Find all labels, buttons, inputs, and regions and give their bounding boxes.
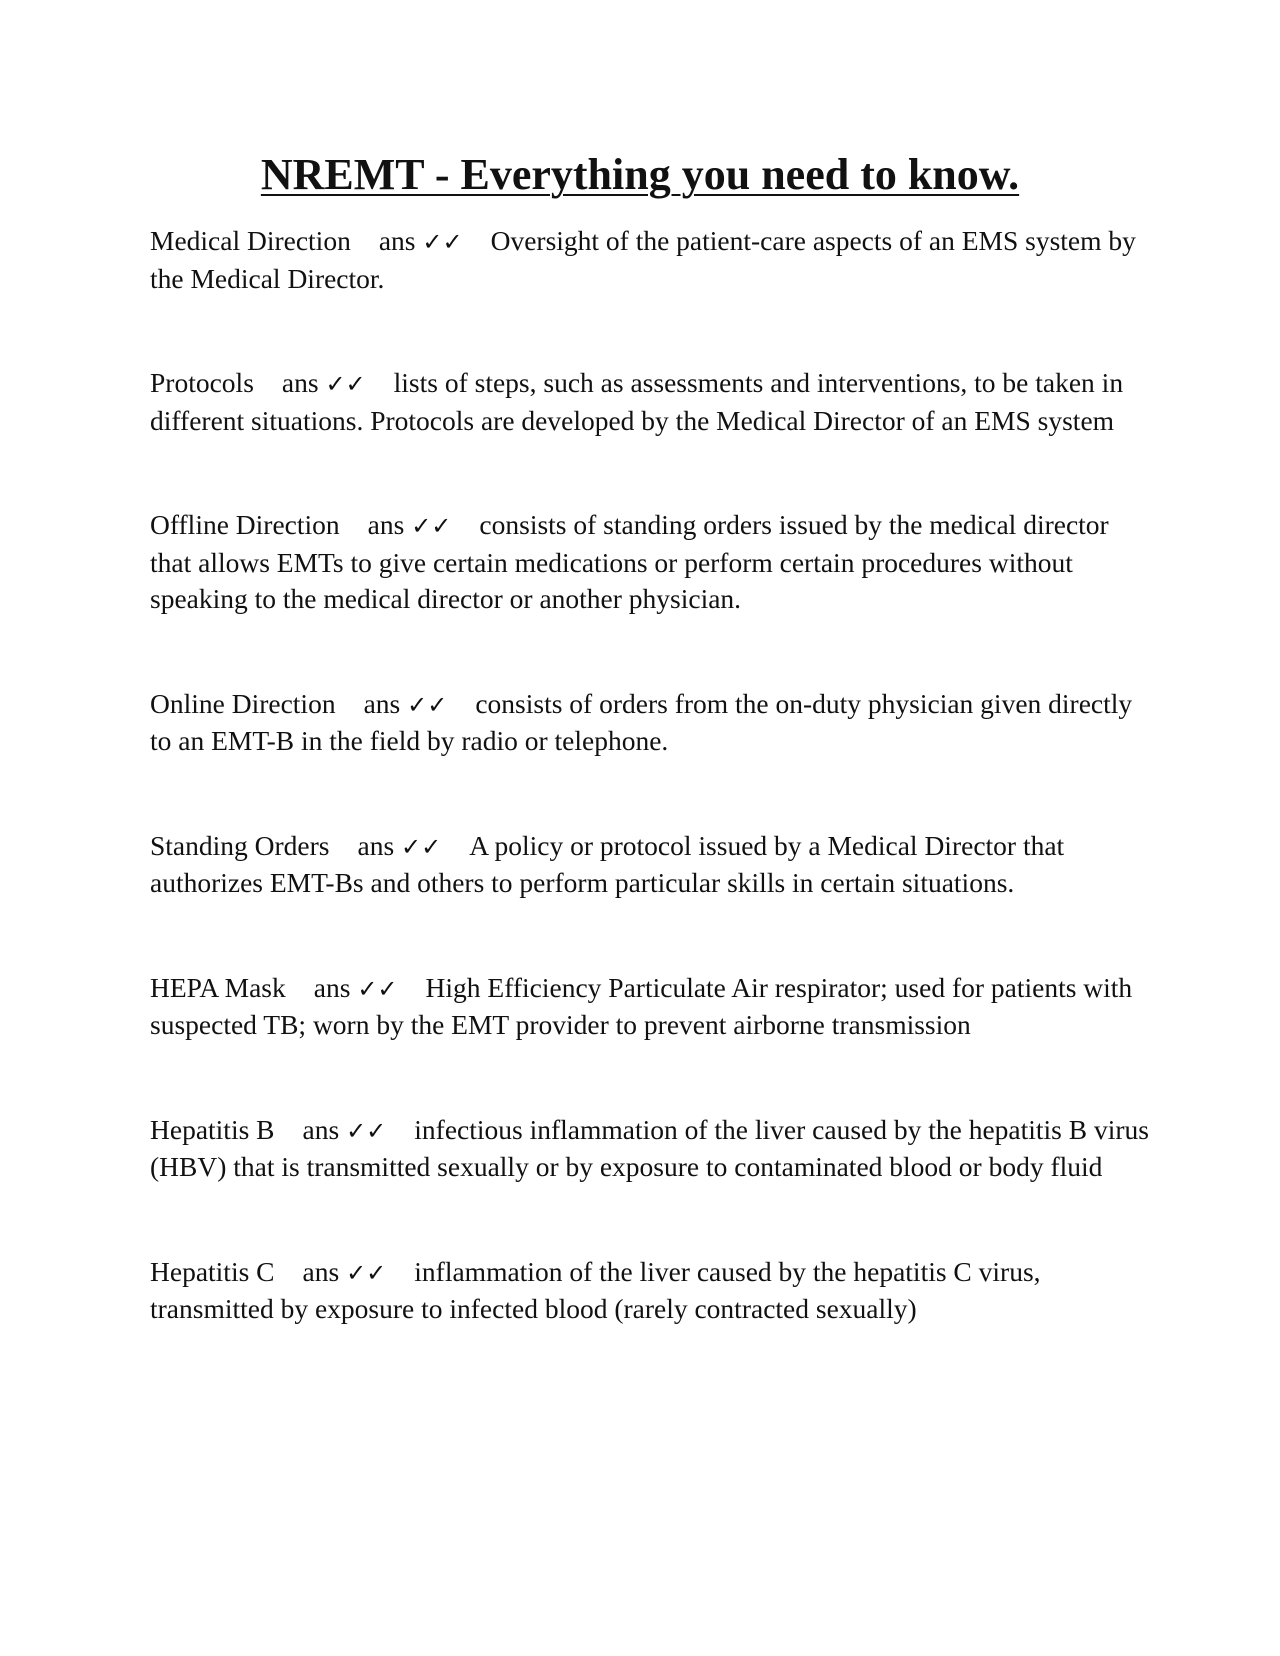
definition: High Efficiency Particulate Air respirator; used for patients with suspected TB; worn by the EMT provider to prevent airborne transmission [150, 971, 1133, 1040]
definition: infectious inflammation of the liver caused by the hepatitis B virus (HBV) that is transmitted sexually or by exposure to contaminated blood or body fluid [150, 1113, 1149, 1182]
answer-marker: ans [367, 509, 405, 540]
answer-marker: ans [302, 1255, 340, 1287]
term: Protocols [150, 367, 254, 398]
term: Standing Orders [150, 829, 330, 861]
flashcard-entry [150, 507, 1150, 618]
checkmark-icon: ✓✓ [411, 512, 452, 540]
term: Online Direction [150, 687, 336, 719]
answer-marker: ans [281, 367, 319, 398]
flashcard-entry [150, 970, 1150, 1044]
term: HEPA Mask [150, 971, 286, 1003]
answer-marker: ans [363, 687, 401, 719]
answer-marker: ans [313, 971, 351, 1003]
term: Medical Direction [150, 225, 351, 256]
flashcard-list [150, 223, 1150, 1328]
document-title: NREMT - Everything you need to know. [260, 150, 1020, 199]
flashcard-entry [150, 828, 1150, 902]
checkmark-icon: ✓✓ [407, 690, 448, 719]
definition: lists of steps, such as assessments and interventions, to be taken in different situations. Protocols are developed by the Medical Director of an EMS system [150, 367, 1124, 436]
checkmark-icon: ✓✓ [357, 974, 398, 1003]
flashcard-entry [150, 1254, 1150, 1328]
answer-marker: ans [357, 829, 395, 861]
checkmark-icon: ✓✓ [346, 1116, 387, 1145]
flashcard-entry [150, 1112, 1150, 1186]
term: Hepatitis C [150, 1255, 275, 1287]
definition: consists of orders from the on-duty physician given directly to an EMT-B in the field by radio or telephone. [150, 687, 1133, 756]
flashcard-entry [150, 365, 1150, 439]
flashcard-entry [150, 686, 1150, 760]
answer-marker: ans [378, 225, 416, 256]
term: Hepatitis B [150, 1113, 275, 1145]
answer-marker: ans [302, 1113, 340, 1145]
checkmark-icon: ✓✓ [422, 228, 463, 256]
definition: Oversight of the patient-care aspects of an EMS system by the Medical Director. [150, 225, 1136, 294]
definition: A policy or protocol issued by a Medical Director that authorizes EMT-Bs and others to perform particular skills in certain situations. [150, 829, 1065, 898]
checkmark-icon: ✓✓ [401, 832, 442, 861]
definition: consists of standing orders issued by the medical director that allows EMTs to give certain medications or perform certain procedures without speaking to the medical director or another physician. [150, 509, 1109, 614]
term: Offline Direction [150, 509, 340, 540]
flashcard-entry [150, 223, 1150, 297]
checkmark-icon: ✓✓ [325, 370, 366, 398]
checkmark-icon: ✓✓ [346, 1258, 387, 1287]
definition: inflammation of the liver caused by the hepatitis C virus, transmitted by exposure to infected blood (rarely contracted sexually) [150, 1255, 1041, 1324]
